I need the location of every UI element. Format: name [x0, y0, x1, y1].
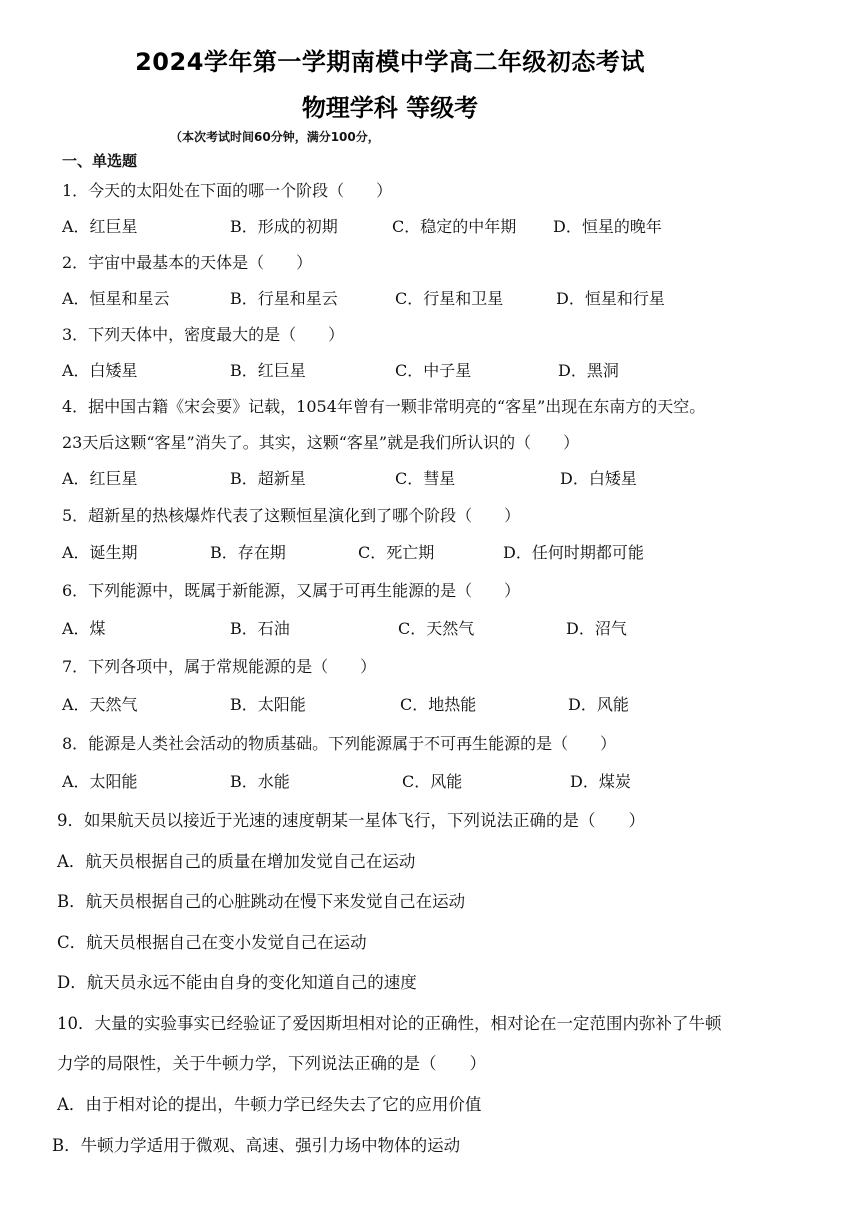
- question-2-option-d: D．恒星和行星: [556, 289, 665, 308]
- question-4-option-a: A．红巨星: [62, 469, 138, 488]
- question-6-option-d: D．沼气: [566, 619, 627, 638]
- question-1-option-d: D．恒星的晚年: [553, 217, 662, 236]
- question-7-option-d: D．风能: [568, 695, 629, 714]
- question-3-option-a: A．白矮星: [62, 361, 138, 380]
- question-1-option-c: C．稳定的中年期: [392, 217, 517, 236]
- question-1-option-b: B．形成的初期: [230, 217, 338, 236]
- question-5-option-c: C．死亡期: [358, 543, 435, 562]
- question-2-option-b: B．行星和星云: [230, 289, 338, 308]
- question-9-option-c: C．航天员根据自己在变小发觉自己在运动: [57, 933, 367, 952]
- section-heading: 一、单选题: [62, 152, 138, 170]
- question-3-option-d: D．黑洞: [558, 361, 619, 380]
- question-8-option-a: A．太阳能: [62, 772, 138, 791]
- question-5-option-b: B．存在期: [210, 543, 286, 562]
- question-5-option-a: A．诞生期: [62, 543, 138, 562]
- question-8-option-c: C．风能: [402, 772, 463, 791]
- question-7-option-c: C．地热能: [400, 695, 477, 714]
- question-1-option-a: A．红巨星: [62, 217, 138, 236]
- exam-note: （本次考试时间60分钟，满分100分，: [170, 130, 380, 144]
- question-5-option-d: D．任何时期都可能: [503, 543, 644, 562]
- question-6-option-a: A．煤: [62, 619, 106, 638]
- question-2-option-c: C．行星和卫星: [395, 289, 504, 308]
- question-10-option-b: B．牛顿力学适用于微观、高速、强引力场中物体的运动: [52, 1136, 461, 1155]
- question-8-stem: 8．能源是人类社会活动的物质基础。下列能源属于不可再生能源的是（ ）: [62, 734, 617, 753]
- question-10-option-a: A．由于相对论的提出，牛顿力学已经失去了它的应用价值: [57, 1095, 482, 1114]
- question-4-stem-continued: 23天后这颗“客星”消失了。其实，这颗“客星”就是我们所认识的（ ）: [62, 433, 580, 452]
- question-8-option-b: B．水能: [230, 772, 290, 791]
- question-4-stem: 4．据中国古籍《宋会要》记载，1054年曾有一颗非常明亮的“客星”出现在东南方的天空。: [62, 397, 706, 416]
- question-3-option-c: C．中子星: [395, 361, 472, 380]
- question-4-option-d: D．白矮星: [560, 469, 637, 488]
- question-3-option-b: B．红巨星: [230, 361, 306, 380]
- question-6-stem: 6．下列能源中，既属于新能源，又属于可再生能源的是（ ）: [62, 581, 521, 600]
- question-4-option-b: B．超新星: [230, 469, 306, 488]
- question-1-stem: 1．今天的太阳处在下面的哪一个阶段（ ）: [62, 181, 393, 200]
- question-9-option-a: A．航天员根据自己的质量在增加发觉自己在运动: [57, 852, 416, 871]
- question-2-option-a: A．恒星和星云: [62, 289, 170, 308]
- question-10-stem: 10．大量的实验事实已经验证了爱因斯坦相对论的正确性，相对论在一定范围内弥补了牛顿: [57, 1014, 722, 1033]
- question-6-option-c: C．天然气: [398, 619, 475, 638]
- question-5-stem: 5．超新星的热核爆炸代表了这颗恒星演化到了哪个阶段（ ）: [62, 506, 521, 525]
- question-7-stem: 7．下列各项中，属于常规能源的是（ ）: [62, 657, 377, 676]
- question-9-option-b: B．航天员根据自己的心脏跳动在慢下来发觉自己在运动: [57, 892, 466, 911]
- question-2-stem: 2．宇宙中最基本的天体是（ ）: [62, 253, 313, 272]
- question-3-stem: 3．下列天体中，密度最大的是（ ）: [62, 325, 345, 344]
- exam-subtitle: 物理学科 等级考: [301, 94, 479, 122]
- question-4-option-c: C．彗星: [395, 469, 456, 488]
- exam-title: 2024学年第一学期南模中学高二年级初态考试: [135, 48, 645, 76]
- question-8-option-d: D．煤炭: [570, 772, 631, 791]
- question-10-stem-continued: 力学的局限性，关于牛顿力学，下列说法正确的是（ ）: [57, 1054, 486, 1073]
- question-6-option-b: B．石油: [230, 619, 290, 638]
- question-9-option-d: D．航天员永远不能由自身的变化知道自己的速度: [57, 973, 417, 992]
- question-9-stem: 9．如果航天员以接近于光速的速度朝某一星体飞行，下列说法正确的是（ ）: [57, 811, 645, 830]
- question-7-option-a: A．天然气: [62, 695, 138, 714]
- question-7-option-b: B．太阳能: [230, 695, 306, 714]
